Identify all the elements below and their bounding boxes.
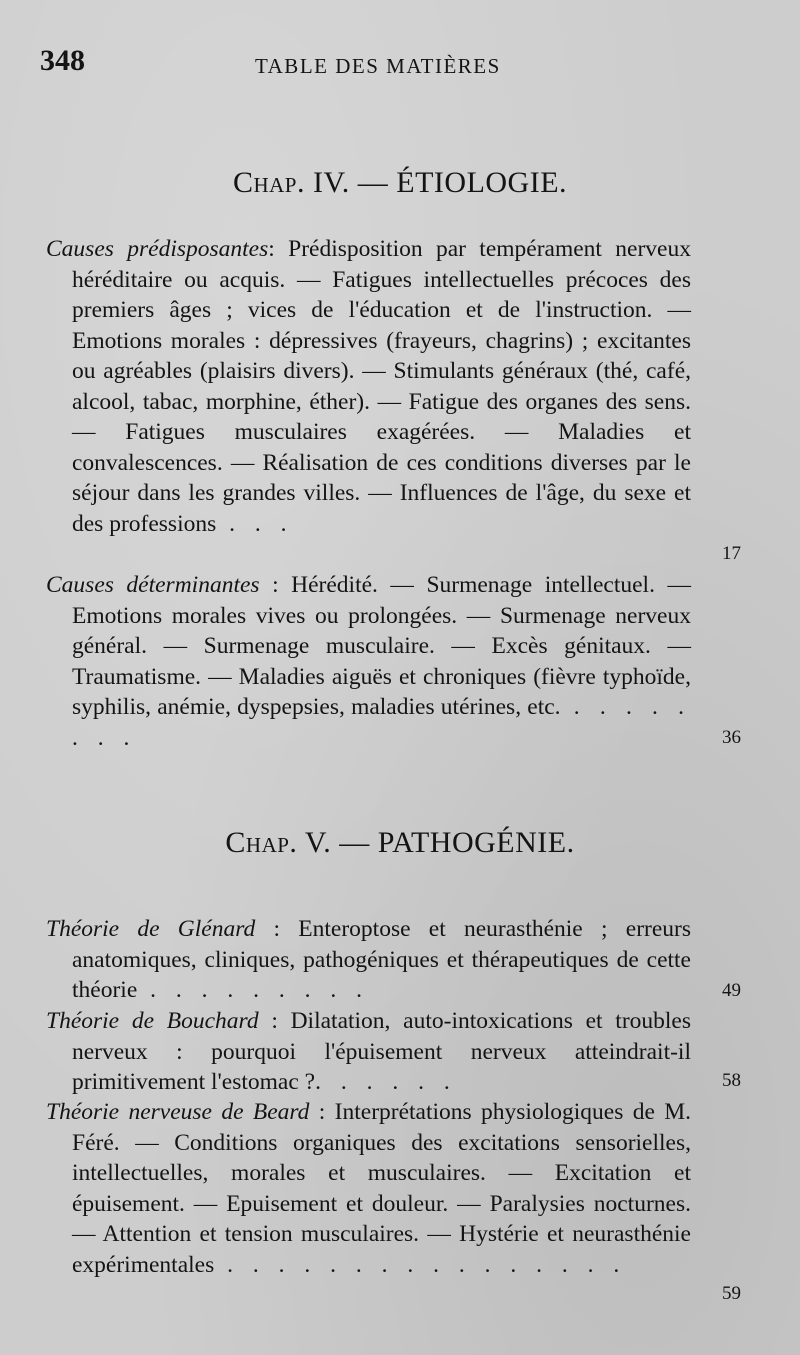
- chapter-prefix: Chap.: [232, 166, 305, 199]
- entry-lead: Causes prédisposantes: [46, 236, 269, 262]
- page-reference: 17: [722, 543, 741, 564]
- chapter-heading-etiologie: [0, 166, 800, 200]
- entry-text: : Enteroptose et neurasthénie ; erreurs anatomiques, cliniques, pathogéniques et thérapeutiques de cette théorie: [72, 916, 691, 1003]
- dot-leader: . . .: [216, 510, 294, 537]
- entry-text: : Dilatation, auto-intoxications et troubles nerveux : pourquoi l'épuisement nerveux atteindrait-il primitivement l'estomac ?: [72, 1008, 691, 1095]
- chapter-heading-pathogenie: [0, 826, 800, 860]
- entry-lead: Théorie de Glénard: [46, 916, 256, 942]
- toc-entry-causes-determinantes: [46, 570, 691, 753]
- page-reference: 58: [722, 1070, 741, 1091]
- page-reference: 49: [722, 980, 741, 1001]
- chapter-title: V. — PATHOGÉNIE.: [297, 826, 575, 859]
- dot-leader: . . . . . . . . .: [137, 977, 369, 1003]
- toc-entry-theorie-beard: [46, 1097, 691, 1280]
- dot-leader: . . . . . . . .: [72, 694, 692, 751]
- page-number: 348: [40, 44, 85, 77]
- toc-entry-causes-predisposantes: [46, 234, 691, 539]
- toc-entry-theorie-bouchard: [46, 1006, 691, 1098]
- chapter-title: IV. — ÉTIOLOGIE.: [304, 166, 568, 199]
- entry-text: : Interprétations physiologiques de M. Féré. — Conditions organiques des excitations sensorielles, intellectuelles, morales et musculaires. — Excitation et épuisement. — Epuisement et douleur. — Paralysies nocturnes. — Attention et tension musculaires. — Hystérie et neurasthénie expérimentales: [72, 1099, 691, 1278]
- chapter-prefix: Chap.: [225, 826, 298, 859]
- dot-leader: . . . . . .: [315, 1069, 457, 1095]
- entry-lead: Théorie de Bouchard: [46, 1008, 259, 1034]
- dot-leader: . . . . . . . . . . . . . . . .: [214, 1251, 627, 1278]
- toc-entry-theorie-glenard: [46, 914, 691, 1006]
- entry-lead: Théorie nerveuse de Beard: [46, 1099, 310, 1125]
- entry-text: : Hérédité. — Surmenage intellectuel. — Emotions morales vives ou prolongées. — Surmenage nerveux général. — Surmenage musculaire. — Excès génitaux. — Traumatisme. — Maladies aiguës et chroniques (fièvre typhoïde, syphilis, anémie, dyspepsies, maladies utérines, etc.: [72, 572, 691, 720]
- entry-lead: Causes déterminantes: [46, 572, 260, 598]
- entry-text: : Prédisposition par tempérament nerveux héréditaire ou acquis. — Fatigues intellectuelles précoces des premiers âges ; vices de l'éducation et de l'instruction. — Emotions morales : dépressives (frayeurs, chagrins) ; excitantes ou agréables (plaisirs divers). — Stimulants généraux (thé, café, alcool, tabac, morphine, éther). — Fatigue des organes des sens. — Fatigues musculaires exagérées. — Maladies et convalescences. — Réalisation de ces conditions diverses par le séjour dans les grandes villes. — Influences de l'âge, du sexe et des professions: [72, 236, 691, 537]
- page-reference: 59: [722, 1283, 741, 1304]
- page-reference: 36: [722, 727, 741, 748]
- running-title: TABLE DES MATIÈRES: [255, 54, 501, 78]
